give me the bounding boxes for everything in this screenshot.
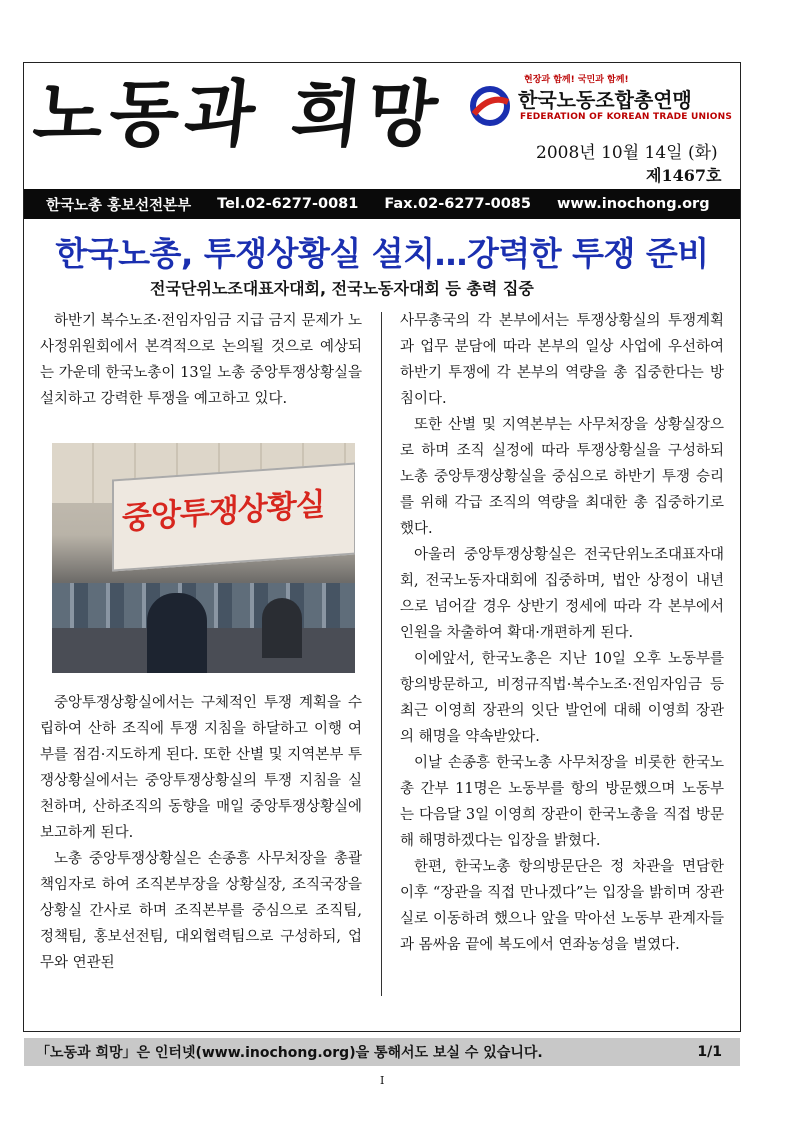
- issue-number: 제1467호: [646, 166, 722, 185]
- tel-label: Tel.02-6277-0081: [217, 196, 359, 212]
- left-column-top: [40, 308, 362, 412]
- article-headline: 한국노총, 투쟁상황실 설치…강력한 투쟁 준비: [55, 234, 709, 273]
- paragraph: 한편, 한국노총 항의방문단은 정 차관을 면담한 이후 “장관을 직접 만나겠다”는 입장을 밝히며 장관실로 이동하려 했으나 앞을 막아선 노동부 관계자들과 몸싸움 끝에 복도에서 연좌농성을 벌였다.: [400, 859, 724, 953]
- paragraph: 중앙투쟁상황실에서는 구체적인 투쟁 계획을 수립하여 산하 조직에 투쟁 지침을 하달하고 이행 여부를 점검·지도하게 된다. 또한 산별 및 지역본부 투쟁상황실에서는 중앙투쟁상황실의 투쟁 지침을 실천하며, 산하조직의 동향을 매일 중앙투쟁상황실에 보고하게 된다.: [40, 695, 362, 841]
- article-photo: [52, 443, 355, 673]
- paragraph: 노총 중앙투쟁상황실은 손종흥 사무처장을 총괄책임자로 하여 조직본부장을 상황실장, 조직국장을 상황실 간사로 하며 조직본부를 중심으로 조직팀, 정책팀, 홍보선전팀, 대외협력팀으로 구성하되, 업무와 연관된: [40, 851, 362, 971]
- page-number: 1/1: [697, 1044, 722, 1060]
- article-subheadline: 전국단위노조대표자대회, 전국노동자대회 등 총력 집중: [150, 279, 534, 298]
- photo-banner: [112, 462, 355, 571]
- masthead-title: 노동과 희망: [29, 72, 448, 156]
- org-name-english: FEDERATION OF KOREAN TRADE UNIONS: [520, 112, 733, 122]
- website-link[interactable]: www.inochong.org: [556, 196, 710, 212]
- org-logo: [468, 72, 738, 132]
- paragraph: 이에앞서, 한국노총은 지난 10일 오후 노동부를 항의방문하고, 비정규직법·복수노조·전임자임금 등 최근 이영희 장관의 잇단 발언에 대해 이영희 장관의 해명을 약속받았다.: [400, 651, 724, 745]
- paragraph: 아울러 중앙투쟁상황실은 전국단위노조대표자대회, 전국노동자대회에 집중하며, 법안 상정이 내년으로 넘어갈 경우 상반기 정세에 따라 각 본부에서 인원을 차출하여 확대·개편하게 된다.: [400, 547, 724, 641]
- person-figure: [262, 598, 302, 658]
- org-slogan: 현장과 함께! 국민과 함께!: [524, 75, 629, 85]
- footer-bar: [24, 1038, 740, 1066]
- fktu-emblem-icon: [468, 84, 512, 128]
- page-mark: I: [380, 1074, 385, 1087]
- footer-notice: 「노동과 희망」은 인터넷(www.inochong.org)을 통해서도 보실 수 있습니다.: [36, 1045, 543, 1061]
- column-divider: [381, 312, 382, 996]
- department-label: 한국노총 홍보선전본부: [46, 197, 192, 214]
- photo-banner-text: 중앙투쟁상황실: [122, 486, 325, 537]
- paragraph: 또한 산별 및 지역본부는 사무처장을 상황실장으로 하며 조직 실정에 따라 투쟁상황실을 구성하되 노총 중앙투쟁상황실을 중심으로 하반기 투쟁 승리를 위해 각급 조직의 역량을 최대한 총 집중하기로 했다.: [400, 417, 724, 537]
- fax-label: Fax.02-6277-0085: [384, 196, 531, 212]
- issue-date: 2008년 10월 14일 (화): [536, 143, 718, 163]
- org-name: 한국노동조합총연맹: [518, 88, 692, 112]
- right-column: [400, 308, 724, 958]
- left-column-bottom: [40, 690, 362, 976]
- paragraph: 이날 손종흥 한국노총 사무처장을 비롯한 한국노총 간부 11명은 노동부를 항의 방문했으며 노동부는 다음달 3일 이영희 장관이 한국노총을 직접 방문해 해명하겠다는 입장을 밝혔다.: [400, 755, 724, 849]
- paragraph: 하반기 복수노조·전임자임금 지급 금지 문제가 노사정위원회에서 본격적으로 논의될 것으로 예상되는 가운데 한국노총이 13일 노총 중앙투쟁상황실을 설치하고 강력한 투쟁을 예고하고 있다.: [40, 313, 362, 407]
- paragraph: 사무총국의 각 본부에서는 투쟁상황실의 투쟁계획과 업무 분담에 따라 본부의 일상 사업에 우선하여 하반기 투쟁에 각 본부의 역량을 총 집중한다는 방침이다.: [400, 313, 724, 407]
- person-figure: [147, 593, 207, 673]
- contact-bar: [24, 189, 740, 219]
